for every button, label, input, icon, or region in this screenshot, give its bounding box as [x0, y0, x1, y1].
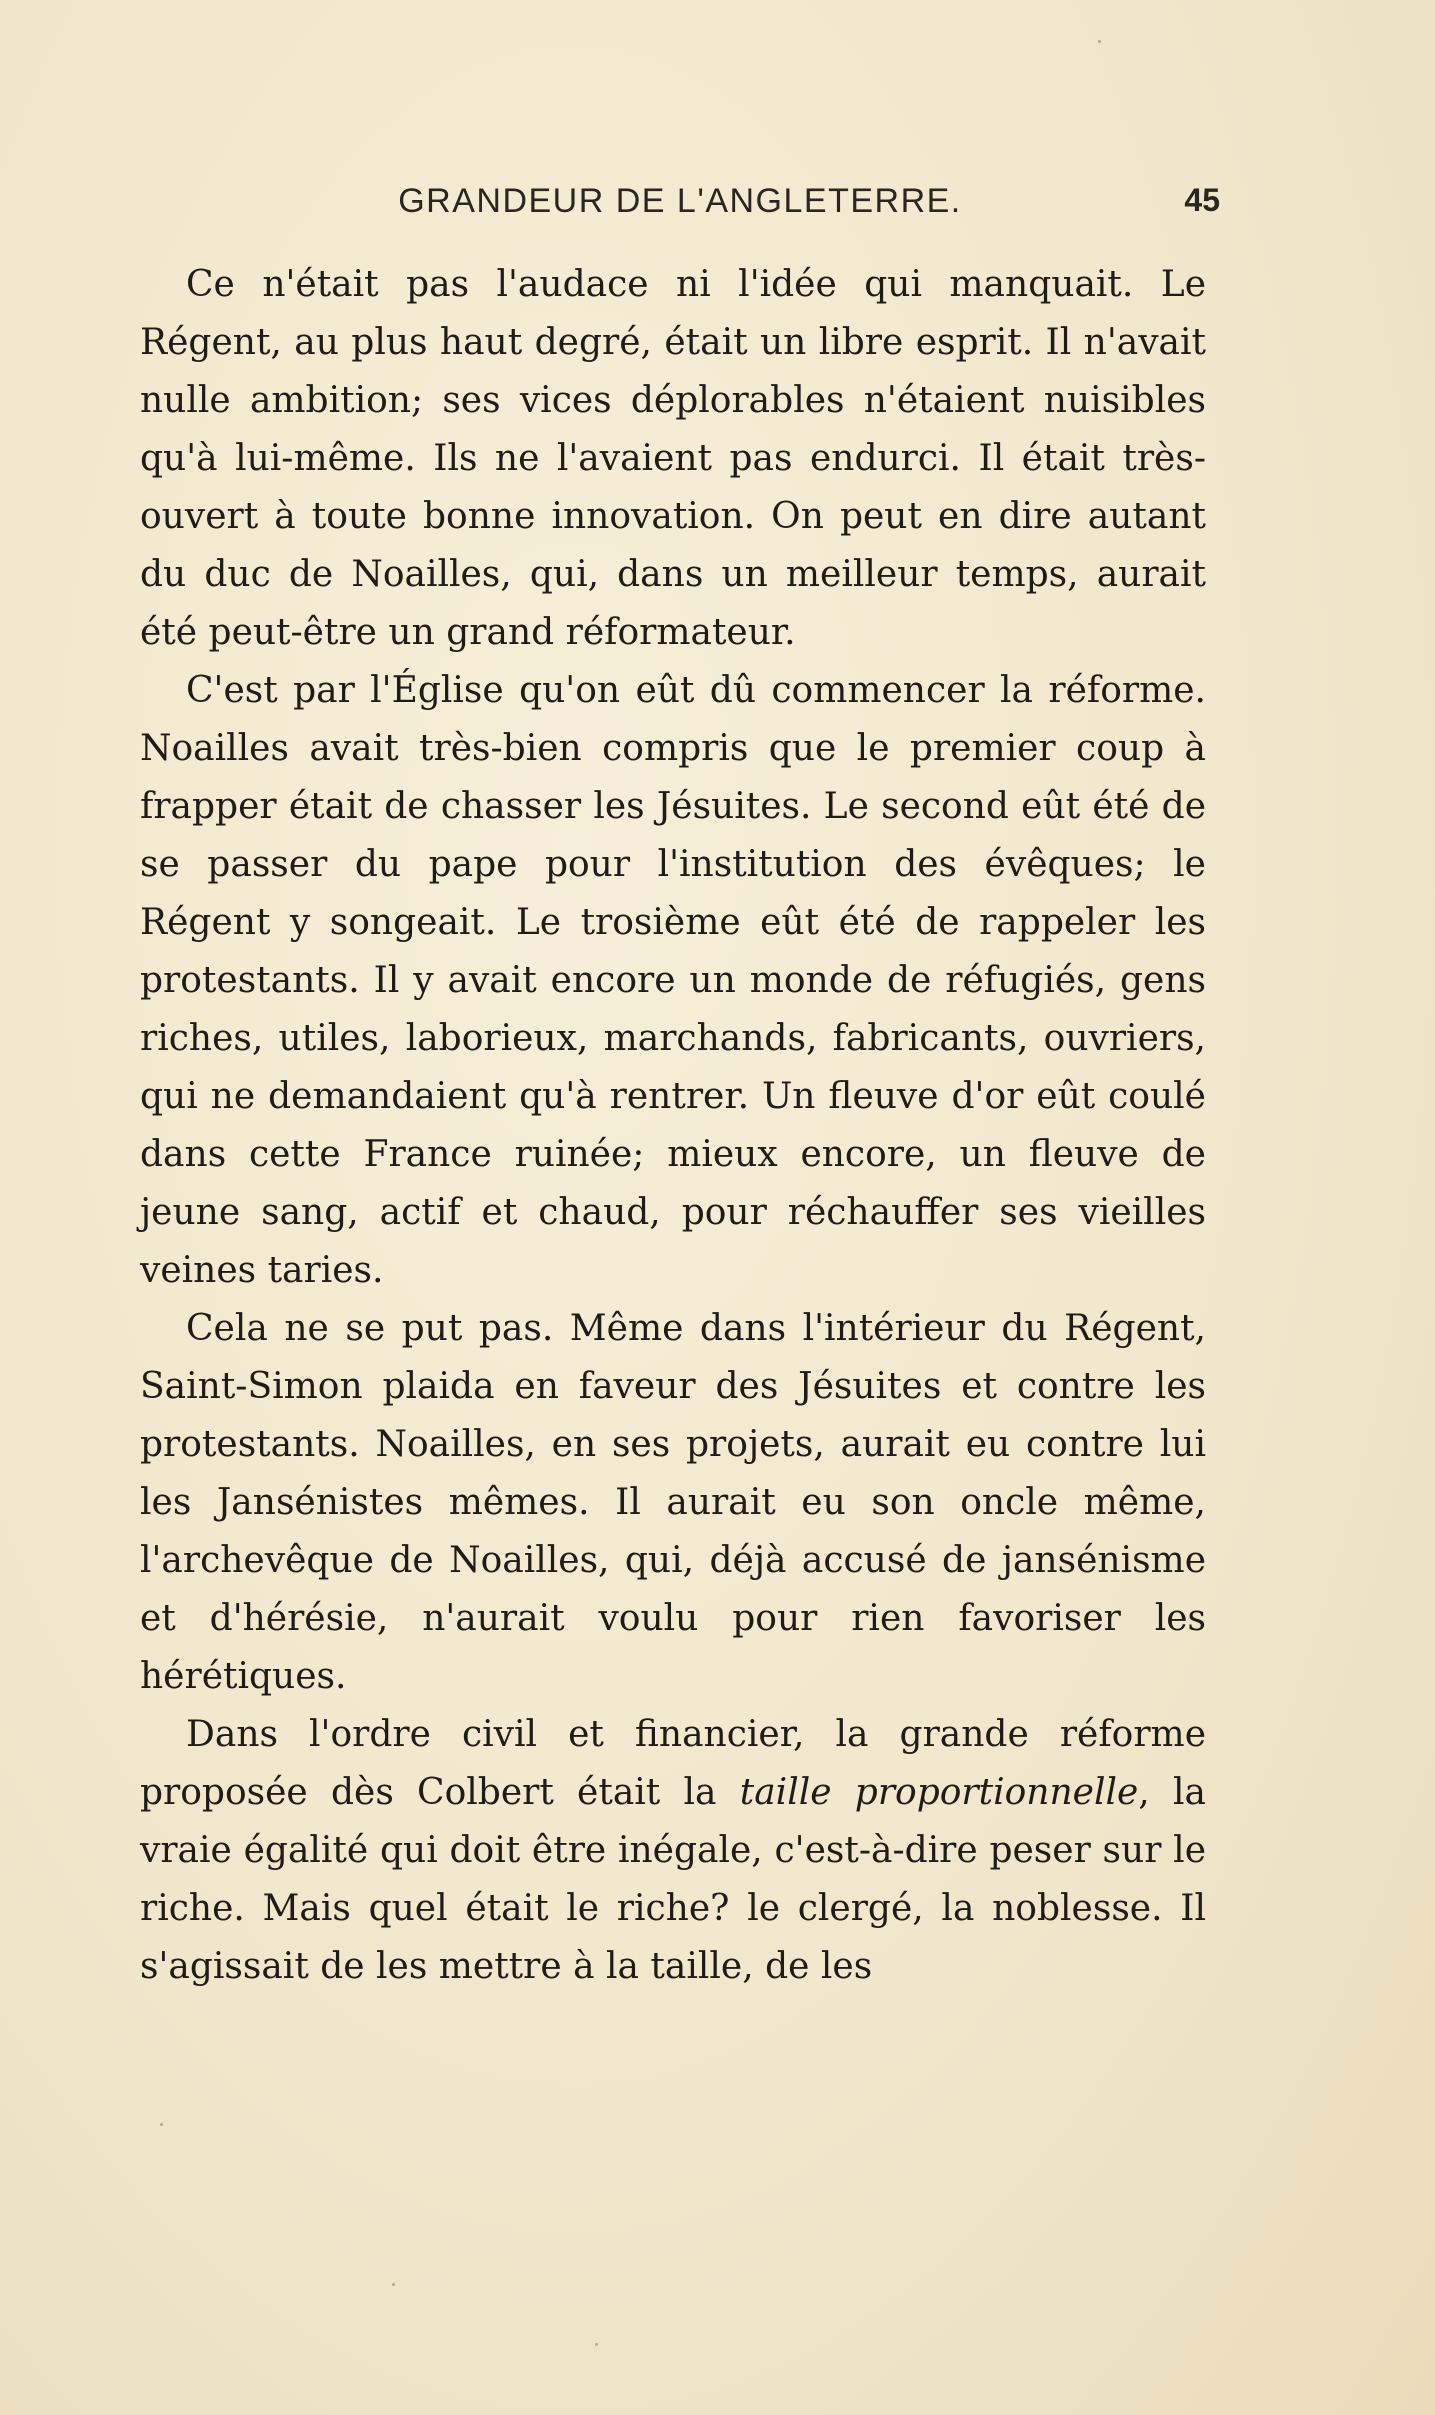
running-head: [140, 182, 1220, 232]
paper-speck: [392, 2283, 395, 2286]
paragraph-2: C'est par l'Église qu'on eût dû commencer la réforme. Noailles avait très-bien compris que le premier coup à frapper était de chasser les Jésuites. Le second eût été de se passer du pape pour l'institution des évêques; le Régent y songeait. Le trosième eût été de rappeler les protestants. Il y avait encore un monde de réfugiés, gens riches, utiles, laborieux, marchands, fabricants, ouvriers, qui ne demandaient qu'à rentrer. Un fleuve d'or eût coulé dans cette France ruinée; mieux encore, un fleuve de jeune sang, actif et chaud, pour réchauffer ses vieilles veines taries.: [140, 670, 1206, 1291]
paragraph-4: [140, 1706, 1206, 1996]
paragraph-4-start: Dans l'ordre civil et financier, la grande réforme proposée dès Colbert était la: [140, 1714, 1206, 1813]
italic-term: taille proportionnelle: [739, 1772, 1139, 1813]
paper-speck: [595, 2343, 598, 2346]
paragraph-1: Ce n'était pas l'audace ni l'idée qui manquait. Le Régent, au plus haut degré, était un libre esprit. Il n'avait nulle ambition; ses vices déplorables n'étaient nuisibles qu'à lui-même. Ils ne l'avaient pas endurci. Il était très-ouvert à toute bonne innovation. On peut en dire autant du duc de Noailles, qui, dans un meilleur temps, aurait été peut-être un grand réformateur.: [140, 264, 1206, 653]
page-number: 45: [1184, 182, 1220, 218]
body-text: [140, 256, 1206, 1996]
paragraph-3: Cela ne se put pas. Même dans l'intérieur du Régent, Saint-Simon plaida en faveur des Jésuites et contre les protestants. Noailles, en ses projets, aurait eu contre lui les Jansénistes mêmes. Il aurait eu son oncle même, l'archevêque de Noailles, qui, déjà accusé de jansénisme et d'hérésie, n'aurait voulu pour rien favoriser les hérétiques.: [140, 1308, 1206, 1697]
running-title: GRANDEUR DE L'ANGLETERRE.: [398, 182, 962, 220]
paper-speck: [1098, 40, 1101, 43]
paper-speck: [160, 2123, 163, 2126]
paragraph-4-end: , la vraie égalité qui doit être inégale, c'est-à-dire peser sur le riche. Mais quel était le riche? le clergé, la noblesse. Il s'agissait de les mettre à la taille, de les: [140, 1772, 1206, 1987]
